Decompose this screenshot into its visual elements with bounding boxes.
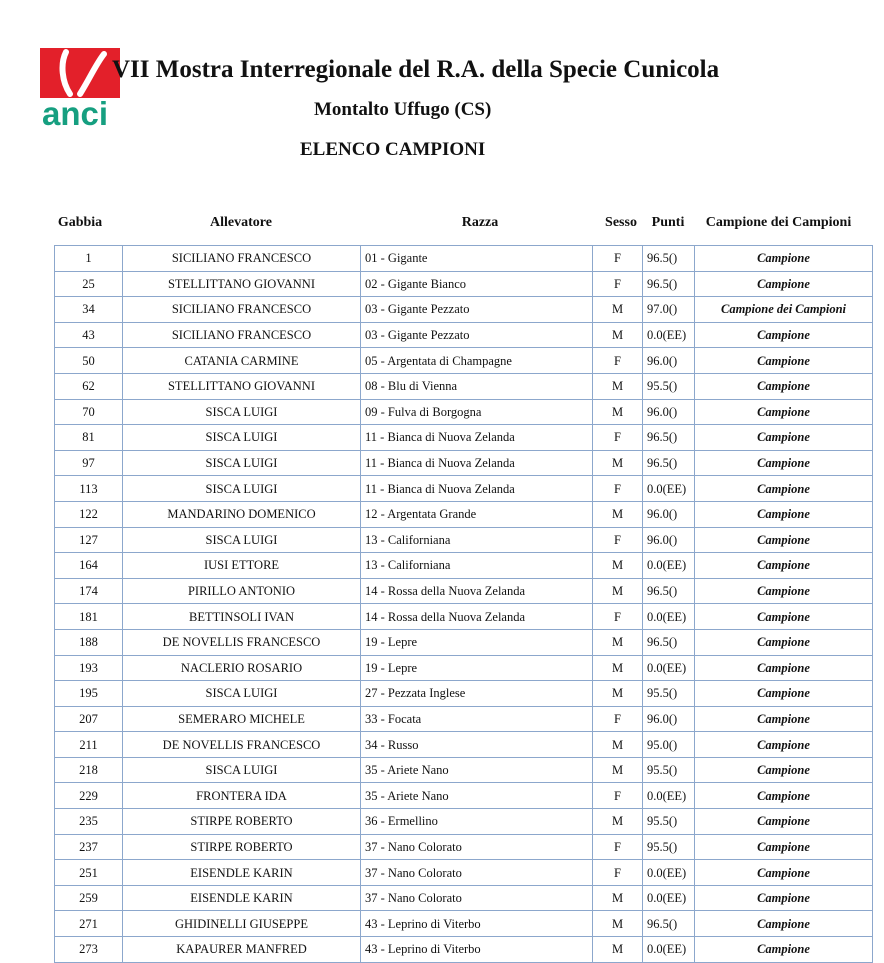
cell-gabbia: 164 xyxy=(55,553,123,579)
cell-sesso: M xyxy=(593,937,643,963)
cell-gabbia: 70 xyxy=(55,399,123,425)
cell-razza: 43 - Leprino di Viterbo xyxy=(361,937,593,963)
cell-razza: 13 - Californiana xyxy=(361,527,593,553)
cell-gabbia: 235 xyxy=(55,809,123,835)
cell-gabbia: 127 xyxy=(55,527,123,553)
cell-campione: Campione xyxy=(695,553,873,579)
cell-punti: 96.5() xyxy=(643,271,695,297)
cell-gabbia: 122 xyxy=(55,501,123,527)
cell-razza: 12 - Argentata Grande xyxy=(361,501,593,527)
cell-campione: Campione xyxy=(695,373,873,399)
table-row xyxy=(55,706,873,732)
cell-campione: Campione xyxy=(695,681,873,707)
cell-sesso: M xyxy=(593,732,643,758)
cell-campione: Campione xyxy=(695,271,873,297)
table-row xyxy=(55,399,873,425)
column-header-campione: Campione dei Campioni xyxy=(705,215,852,230)
table-row xyxy=(55,681,873,707)
cell-razza: 03 - Gigante Pezzato xyxy=(361,297,593,323)
cell-allevatore: STELLITTANO GIOVANNI xyxy=(123,373,361,399)
cell-allevatore: SICILIANO FRANCESCO xyxy=(123,246,361,272)
cell-campione: Campione xyxy=(695,783,873,809)
cell-gabbia: 81 xyxy=(55,425,123,451)
cell-campione: Campione xyxy=(695,732,873,758)
cell-sesso: M xyxy=(593,450,643,476)
cell-gabbia: 25 xyxy=(55,271,123,297)
cell-gabbia: 174 xyxy=(55,578,123,604)
cell-campione: Campione xyxy=(695,399,873,425)
cell-punti: 0.0(EE) xyxy=(643,476,695,502)
table-row xyxy=(55,629,873,655)
cell-sesso: F xyxy=(593,246,643,272)
cell-gabbia: 97 xyxy=(55,450,123,476)
cell-allevatore: SISCA LUIGI xyxy=(123,450,361,476)
table-row xyxy=(55,655,873,681)
cell-allevatore: SICILIANO FRANCESCO xyxy=(123,322,361,348)
cell-gabbia: 34 xyxy=(55,297,123,323)
cell-sesso: M xyxy=(593,399,643,425)
cell-allevatore: KAPAURER MANFRED xyxy=(123,937,361,963)
cell-sesso: F xyxy=(593,783,643,809)
cell-gabbia: 62 xyxy=(55,373,123,399)
cell-sesso: M xyxy=(593,297,643,323)
cell-sesso: F xyxy=(593,860,643,886)
cell-punti: 96.5() xyxy=(643,578,695,604)
cell-razza: 34 - Russo xyxy=(361,732,593,758)
cell-punti: 0.0(EE) xyxy=(643,783,695,809)
cell-sesso: F xyxy=(593,527,643,553)
cell-punti: 96.5() xyxy=(643,450,695,476)
cell-gabbia: 181 xyxy=(55,604,123,630)
cell-campione: Campione xyxy=(695,322,873,348)
cell-sesso: F xyxy=(593,706,643,732)
table-row xyxy=(55,450,873,476)
cell-gabbia: 259 xyxy=(55,885,123,911)
cell-sesso: M xyxy=(593,553,643,579)
table-row xyxy=(55,527,873,553)
cell-campione: Campione xyxy=(695,246,873,272)
logo-text: anci xyxy=(42,95,109,128)
cell-gabbia: 218 xyxy=(55,757,123,783)
cell-razza: 13 - Californiana xyxy=(361,553,593,579)
cell-allevatore: SISCA LUIGI xyxy=(123,476,361,502)
table-row xyxy=(55,732,873,758)
column-header-sesso: Sesso xyxy=(605,215,637,230)
cell-campione: Campione xyxy=(695,450,873,476)
table-row xyxy=(55,809,873,835)
cell-razza: 36 - Ermellino xyxy=(361,809,593,835)
cell-sesso: M xyxy=(593,578,643,604)
cell-gabbia: 207 xyxy=(55,706,123,732)
page-subtitle: Montalto Uffugo (CS) xyxy=(314,99,492,120)
cell-punti: 0.0(EE) xyxy=(643,655,695,681)
cell-punti: 0.0(EE) xyxy=(643,885,695,911)
cell-sesso: F xyxy=(593,476,643,502)
cell-punti: 0.0(EE) xyxy=(643,553,695,579)
cell-punti: 96.0() xyxy=(643,527,695,553)
column-header-gabbia: Gabbia xyxy=(57,215,103,230)
champions-table xyxy=(54,245,873,963)
cell-allevatore: FRONTERA IDA xyxy=(123,783,361,809)
cell-razza: 33 - Focata xyxy=(361,706,593,732)
cell-sesso: F xyxy=(593,348,643,374)
cell-sesso: M xyxy=(593,681,643,707)
cell-razza: 35 - Ariete Nano xyxy=(361,757,593,783)
cell-sesso: M xyxy=(593,629,643,655)
table-row xyxy=(55,885,873,911)
cell-allevatore: SISCA LUIGI xyxy=(123,399,361,425)
cell-razza: 14 - Rossa della Nuova Zelanda xyxy=(361,604,593,630)
cell-razza: 05 - Argentata di Champagne xyxy=(361,348,593,374)
table-row xyxy=(55,860,873,886)
cell-punti: 96.5() xyxy=(643,911,695,937)
cell-allevatore: CATANIA CARMINE xyxy=(123,348,361,374)
cell-allevatore: EISENDLE KARIN xyxy=(123,860,361,886)
cell-allevatore: SISCA LUIGI xyxy=(123,425,361,451)
cell-sesso: M xyxy=(593,373,643,399)
cell-gabbia: 229 xyxy=(55,783,123,809)
cell-razza: 37 - Nano Colorato xyxy=(361,885,593,911)
table-row xyxy=(55,271,873,297)
cell-punti: 97.0() xyxy=(643,297,695,323)
table-row xyxy=(55,911,873,937)
cell-razza: 01 - Gigante xyxy=(361,246,593,272)
cell-allevatore: BETTINSOLI IVAN xyxy=(123,604,361,630)
cell-sesso: M xyxy=(593,501,643,527)
cell-allevatore: IUSI ETTORE xyxy=(123,553,361,579)
column-header-punti: Punti xyxy=(651,215,685,230)
cell-sesso: F xyxy=(593,834,643,860)
column-header-allevatore: Allevatore xyxy=(210,215,272,230)
table-row xyxy=(55,348,873,374)
table-row xyxy=(55,783,873,809)
column-header-razza: Razza xyxy=(461,215,499,230)
table-row xyxy=(55,322,873,348)
table-row xyxy=(55,604,873,630)
cell-gabbia: 50 xyxy=(55,348,123,374)
cell-campione: Campione xyxy=(695,809,873,835)
cell-razza: 37 - Nano Colorato xyxy=(361,834,593,860)
cell-razza: 11 - Bianca di Nuova Zelanda xyxy=(361,450,593,476)
cell-sesso: M xyxy=(593,885,643,911)
cell-razza: 19 - Lepre xyxy=(361,629,593,655)
table-row xyxy=(55,834,873,860)
cell-punti: 96.0() xyxy=(643,706,695,732)
cell-allevatore: SISCA LUIGI xyxy=(123,757,361,783)
cell-campione: Campione xyxy=(695,937,873,963)
cell-sesso: M xyxy=(593,809,643,835)
list-title: ELENCO CAMPIONI xyxy=(300,139,486,160)
cell-sesso: F xyxy=(593,604,643,630)
cell-punti: 95.0() xyxy=(643,732,695,758)
cell-allevatore: EISENDLE KARIN xyxy=(123,885,361,911)
cell-punti: 95.5() xyxy=(643,373,695,399)
cell-campione: Campione xyxy=(695,425,873,451)
cell-gabbia: 188 xyxy=(55,629,123,655)
cell-punti: 96.5() xyxy=(643,629,695,655)
cell-punti: 95.5() xyxy=(643,757,695,783)
cell-sesso: M xyxy=(593,911,643,937)
cell-campione: Campione dei Campioni xyxy=(695,297,873,323)
cell-campione: Campione xyxy=(695,604,873,630)
cell-sesso: M xyxy=(593,757,643,783)
anci-logo xyxy=(40,48,122,128)
cell-campione: Campione xyxy=(695,885,873,911)
cell-gabbia: 271 xyxy=(55,911,123,937)
cell-razza: 11 - Bianca di Nuova Zelanda xyxy=(361,476,593,502)
table-row xyxy=(55,476,873,502)
cell-razza: 09 - Fulva di Borgogna xyxy=(361,399,593,425)
table-row xyxy=(55,757,873,783)
cell-razza: 43 - Leprino di Viterbo xyxy=(361,911,593,937)
table-row xyxy=(55,937,873,963)
cell-campione: Campione xyxy=(695,655,873,681)
cell-gabbia: 1 xyxy=(55,246,123,272)
cell-razza: 19 - Lepre xyxy=(361,655,593,681)
champions-table-body xyxy=(55,246,873,963)
cell-sesso: F xyxy=(593,271,643,297)
cell-punti: 0.0(EE) xyxy=(643,322,695,348)
cell-campione: Campione xyxy=(695,348,873,374)
cell-campione: Campione xyxy=(695,476,873,502)
cell-allevatore: SICILIANO FRANCESCO xyxy=(123,297,361,323)
cell-campione: Campione xyxy=(695,629,873,655)
cell-punti: 96.5() xyxy=(643,425,695,451)
table-row xyxy=(55,425,873,451)
table-row xyxy=(55,553,873,579)
cell-sesso: M xyxy=(593,322,643,348)
cell-gabbia: 113 xyxy=(55,476,123,502)
cell-allevatore: GHIDINELLI GIUSEPPE xyxy=(123,911,361,937)
cell-punti: 96.0() xyxy=(643,399,695,425)
cell-punti: 96.0() xyxy=(643,348,695,374)
cell-razza: 03 - Gigante Pezzato xyxy=(361,322,593,348)
table-row xyxy=(55,297,873,323)
cell-gabbia: 193 xyxy=(55,655,123,681)
cell-campione: Campione xyxy=(695,834,873,860)
cell-punti: 0.0(EE) xyxy=(643,604,695,630)
cell-allevatore: SEMERARO MICHELE xyxy=(123,706,361,732)
page-title: VII Mostra Interregionale del R.A. della Specie Cunicola xyxy=(112,56,720,83)
cell-punti: 96.0() xyxy=(643,501,695,527)
cell-campione: Campione xyxy=(695,757,873,783)
cell-razza: 11 - Bianca di Nuova Zelanda xyxy=(361,425,593,451)
cell-campione: Campione xyxy=(695,578,873,604)
cell-allevatore: STIRPE ROBERTO xyxy=(123,809,361,835)
cell-razza: 08 - Blu di Vienna xyxy=(361,373,593,399)
cell-razza: 35 - Ariete Nano xyxy=(361,783,593,809)
cell-razza: 27 - Pezzata Inglese xyxy=(361,681,593,707)
cell-gabbia: 195 xyxy=(55,681,123,707)
cell-punti: 0.0(EE) xyxy=(643,937,695,963)
cell-allevatore: DE NOVELLIS FRANCESCO xyxy=(123,629,361,655)
cell-campione: Campione xyxy=(695,501,873,527)
cell-gabbia: 273 xyxy=(55,937,123,963)
table-row xyxy=(55,501,873,527)
cell-punti: 95.5() xyxy=(643,834,695,860)
cell-razza: 37 - Nano Colorato xyxy=(361,860,593,886)
cell-gabbia: 43 xyxy=(55,322,123,348)
cell-allevatore: NACLERIO ROSARIO xyxy=(123,655,361,681)
cell-allevatore: PIRILLO ANTONIO xyxy=(123,578,361,604)
cell-allevatore: STELLITTANO GIOVANNI xyxy=(123,271,361,297)
cell-razza: 14 - Rossa della Nuova Zelanda xyxy=(361,578,593,604)
cell-punti: 0.0(EE) xyxy=(643,860,695,886)
cell-punti: 95.5() xyxy=(643,681,695,707)
cell-gabbia: 237 xyxy=(55,834,123,860)
cell-allevatore: DE NOVELLIS FRANCESCO xyxy=(123,732,361,758)
cell-campione: Campione xyxy=(695,706,873,732)
table-row xyxy=(55,246,873,272)
cell-allevatore: STIRPE ROBERTO xyxy=(123,834,361,860)
cell-campione: Campione xyxy=(695,911,873,937)
cell-allevatore: SISCA LUIGI xyxy=(123,681,361,707)
cell-allevatore: SISCA LUIGI xyxy=(123,527,361,553)
cell-campione: Campione xyxy=(695,860,873,886)
cell-razza: 02 - Gigante Bianco xyxy=(361,271,593,297)
table-row xyxy=(55,578,873,604)
cell-sesso: M xyxy=(593,655,643,681)
cell-gabbia: 251 xyxy=(55,860,123,886)
cell-campione: Campione xyxy=(695,527,873,553)
table-row xyxy=(55,373,873,399)
cell-gabbia: 211 xyxy=(55,732,123,758)
cell-sesso: F xyxy=(593,425,643,451)
cell-allevatore: MANDARINO DOMENICO xyxy=(123,501,361,527)
cell-punti: 96.5() xyxy=(643,246,695,272)
cell-punti: 95.5() xyxy=(643,809,695,835)
